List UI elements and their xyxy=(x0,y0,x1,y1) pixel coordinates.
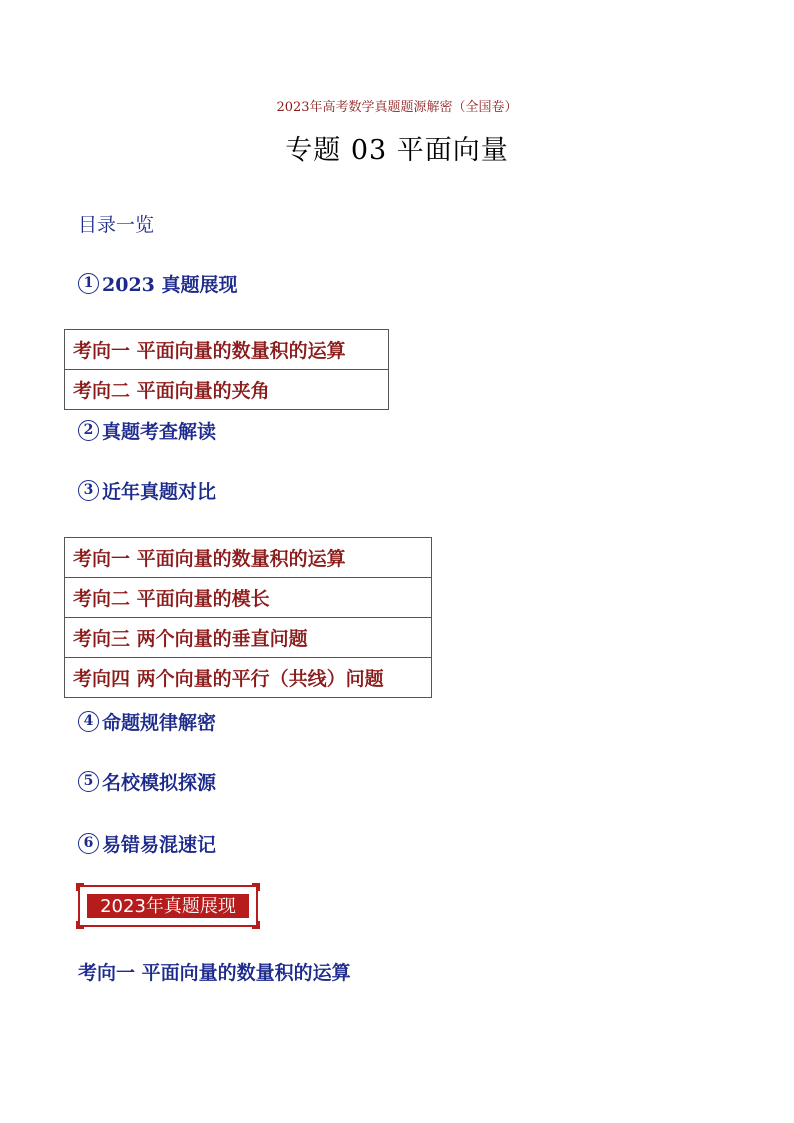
toc-section-2[interactable] xyxy=(78,417,216,444)
topic-item[interactable]: 考向三 两个向量的垂直问题 xyxy=(65,618,432,658)
frame-corner-icon xyxy=(252,921,260,929)
circled-number-icon: 6 xyxy=(78,833,99,854)
topic-item[interactable]: 考向二 平面向量的夹角 xyxy=(65,370,389,410)
document-title: 专题 03 平面向量 xyxy=(285,135,509,166)
toc-section-6[interactable] xyxy=(78,830,216,857)
section-banner xyxy=(78,885,258,927)
toc-section-label: 易错易混速记 xyxy=(102,834,217,856)
banner-label: 2023年真题展现 xyxy=(86,893,250,919)
topic-item[interactable]: 考向一 平面向量的数量积的运算 xyxy=(65,330,389,370)
content-heading: 考向一 平面向量的数量积的运算 xyxy=(78,962,351,984)
toc-section-label: 命题规律解密 xyxy=(102,712,217,734)
frame-corner-icon xyxy=(76,883,84,891)
circled-number-icon: 1 xyxy=(78,273,99,294)
topic-item[interactable]: 考向一 平面向量的数量积的运算 xyxy=(65,538,432,578)
topic-item[interactable]: 考向二 平面向量的模长 xyxy=(65,578,432,618)
circled-number-icon: 2 xyxy=(78,420,99,441)
toc-section-label: 名校模拟探源 xyxy=(102,772,217,794)
circled-number-icon: 3 xyxy=(78,480,99,501)
topic-box-recent xyxy=(64,537,432,698)
toc-heading: 目录一览 xyxy=(78,214,155,236)
toc-section-3[interactable] xyxy=(78,477,216,504)
topic-item[interactable]: 考向四 两个向量的平行（共线）问题 xyxy=(65,658,432,698)
toc-section-1[interactable] xyxy=(78,270,238,297)
toc-section-5[interactable] xyxy=(78,768,216,795)
toc-section-label: 2023 真题展现 xyxy=(102,274,238,296)
toc-section-label: 近年真题对比 xyxy=(102,481,217,503)
document-subtitle: 2023年高考数学真题题源解密（全国卷） xyxy=(276,100,518,115)
toc-section-4[interactable] xyxy=(78,708,216,735)
toc-section-label: 真题考查解读 xyxy=(102,421,217,443)
frame-corner-icon xyxy=(252,883,260,891)
circled-number-icon: 4 xyxy=(78,711,99,732)
circled-number-icon: 5 xyxy=(78,771,99,792)
topic-box-2023 xyxy=(64,329,389,410)
frame-corner-icon xyxy=(76,921,84,929)
